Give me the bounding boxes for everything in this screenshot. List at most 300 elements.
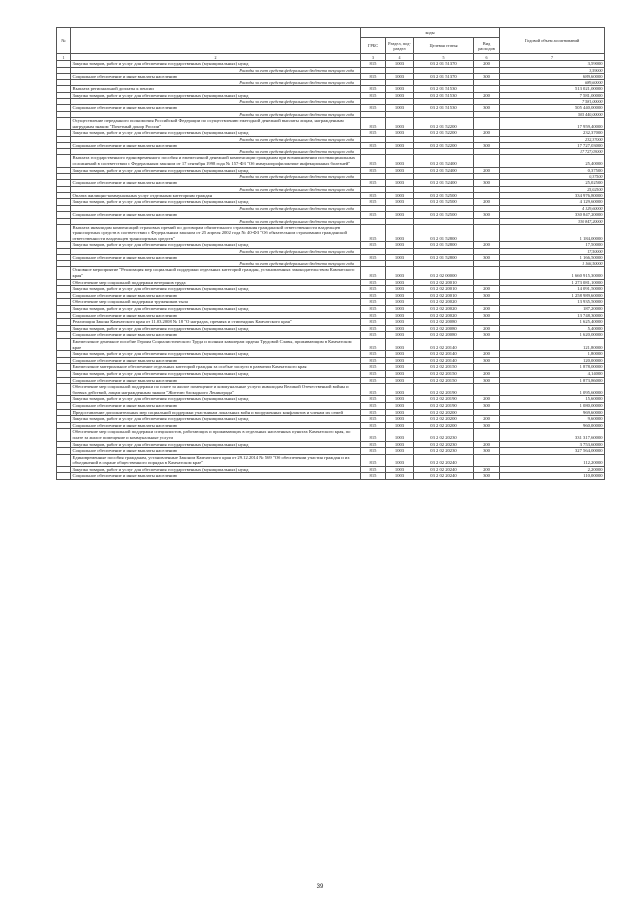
- row-funding-source: Расходы за счет средств федерального бюджета текущего года: [71, 248, 361, 254]
- row-funding-source: Расходы за счет средств федерального бюджета текущего года: [71, 186, 361, 192]
- table-row: [57, 416, 605, 423]
- row-name: Закупка товаров, работ и услуг для обеспечения государственных (муниципальных) нужд: [71, 286, 361, 293]
- row-target: 03 2 02 20150: [414, 370, 474, 377]
- row-razdel: 1003: [386, 364, 414, 371]
- row-target: 03 2 02 20190: [414, 402, 474, 409]
- row-grbs: 815: [361, 377, 386, 384]
- row-razdel: 1003: [386, 448, 414, 455]
- row-amount: 9,60000: [500, 416, 605, 423]
- row-razdel: 1003: [386, 339, 414, 351]
- table-header-row: [57, 28, 605, 38]
- row-number: [57, 267, 71, 279]
- row-target: 03 2 02 20230: [414, 441, 474, 448]
- row-razdel: 1003: [386, 105, 414, 112]
- row-amount: 969,60000: [500, 409, 605, 416]
- row-kind: 200: [474, 306, 500, 313]
- row-grbs: 815: [361, 319, 386, 326]
- row-kind: [474, 339, 500, 351]
- column-index: 2: [71, 54, 361, 61]
- row-grbs: 815: [361, 286, 386, 293]
- table-row: [57, 155, 605, 167]
- row-number: [57, 167, 71, 174]
- row-number: [57, 396, 71, 403]
- row-kind: 200: [474, 466, 500, 473]
- row-kind: 300: [474, 292, 500, 299]
- row-number: [57, 466, 71, 473]
- row-target: 03 2 02 20140: [414, 339, 474, 351]
- row-grbs: 815: [361, 279, 386, 286]
- row-razdel: 1003: [386, 292, 414, 299]
- row-target: 03 2 02 20080: [414, 332, 474, 339]
- row-razdel: 1003: [386, 473, 414, 480]
- row-number: [57, 242, 71, 249]
- row-amount: 1 166,50000: [500, 261, 605, 267]
- row-razdel: 1003: [386, 325, 414, 332]
- row-grbs: 815: [361, 454, 386, 466]
- row-grbs: 815: [361, 167, 386, 174]
- row-razdel: 1003: [386, 402, 414, 409]
- table-row: [57, 224, 605, 242]
- row-amount: 505 440,00000: [500, 105, 605, 112]
- row-number: [57, 92, 71, 99]
- row-kind: 300: [474, 73, 500, 80]
- row-number: [57, 199, 71, 206]
- row-grbs: 815: [361, 422, 386, 429]
- row-target: 03 2 01 52200: [414, 130, 474, 137]
- table-row: [57, 86, 605, 93]
- row-kind: 200: [474, 396, 500, 403]
- table-row: [57, 384, 605, 396]
- row-number: [57, 441, 71, 448]
- table-row: [57, 299, 605, 306]
- column-index: 4: [386, 54, 414, 61]
- row-name: Социальное обеспечение и иные выплаты населению: [71, 312, 361, 319]
- row-amount: 1 625,40000: [500, 319, 605, 326]
- row-funding-source: Расходы за счет средств федерального бюджета текущего года: [71, 205, 361, 211]
- row-grbs: 815: [361, 429, 386, 441]
- row-amount: 7 581,00000: [500, 99, 605, 105]
- row-grbs: 815: [361, 92, 386, 99]
- row-name: Социальное обеспечение и иные выплаты населению: [71, 332, 361, 339]
- table-row: [57, 473, 605, 480]
- row-target: 03 2 01 52400: [414, 167, 474, 174]
- row-amount: 13 748,30000: [500, 312, 605, 319]
- row-target: 03 2 02 20230: [414, 448, 474, 455]
- row-number: [57, 325, 71, 332]
- table-row: [57, 319, 605, 326]
- row-razdel: 1003: [386, 73, 414, 80]
- row-kind: [474, 192, 500, 199]
- row-target: 03 2 01 51370: [414, 73, 474, 80]
- header-grbs: ГРБС: [361, 38, 386, 54]
- table-row: [57, 167, 605, 174]
- row-target: 03 2 01 51530: [414, 86, 474, 93]
- table-row: [57, 448, 605, 455]
- row-amount: 3 753,60000: [500, 441, 605, 448]
- header-num: №: [57, 28, 71, 54]
- row-name: Социальное обеспечение и иные выплаты населению: [71, 402, 361, 409]
- row-target: 03 2 02 20230: [414, 429, 474, 441]
- row-number: [57, 351, 71, 358]
- row-amount: 4,14000: [500, 370, 605, 377]
- row-number: [57, 416, 71, 423]
- row-name: Закупка товаров, работ и услуг для обеспечения государственных (муниципальных) нужд: [71, 396, 361, 403]
- row-number: [57, 429, 71, 441]
- table-row: [57, 61, 605, 68]
- row-funding-source: Расходы за счет средств федерального бюджета текущего года: [71, 136, 361, 142]
- table-row: [57, 142, 605, 149]
- row-amount: 17 959,40000: [500, 117, 605, 129]
- row-name: Закупка товаров, работ и услуг для обеспечения государственных (муниципальных) нужд: [71, 441, 361, 448]
- row-grbs: 815: [361, 448, 386, 455]
- row-razdel: 1003: [386, 429, 414, 441]
- row-kind: 300: [474, 357, 500, 364]
- row-kind: 300: [474, 332, 500, 339]
- row-amount: 330 847,20000: [500, 218, 605, 224]
- row-name: Социальное обеспечение и иные выплаты населению: [71, 292, 361, 299]
- row-target: 03 2 02 20240: [414, 473, 474, 480]
- table-row: [57, 267, 605, 279]
- row-kind: [474, 429, 500, 441]
- row-amount: 689,60000: [500, 73, 605, 80]
- header-volume: Годовой объем ассигнований: [500, 28, 605, 54]
- row-amount: 1 873,86000: [500, 377, 605, 384]
- row-number: [57, 155, 71, 167]
- table-row: [57, 364, 605, 371]
- row-grbs: 815: [361, 339, 386, 351]
- row-razdel: 1003: [386, 454, 414, 466]
- row-target: 03 2 02 20190: [414, 396, 474, 403]
- table-row: [57, 192, 605, 199]
- row-razdel: 1003: [386, 192, 414, 199]
- row-amount: 1 620,00000: [500, 332, 605, 339]
- row-amount: 25,02500: [500, 186, 605, 192]
- row-amount: 14 091,50000: [500, 286, 605, 293]
- table-row: [57, 351, 605, 358]
- row-grbs: 815: [361, 224, 386, 242]
- row-grbs: 815: [361, 267, 386, 279]
- row-funding-source: Расходы за счет средств федерального бюджета текущего года: [71, 67, 361, 73]
- row-target: 03 2 02 20200: [414, 409, 474, 416]
- row-amount: 110,00000: [500, 473, 605, 480]
- header-razdel: Раздел, под-раздел: [386, 38, 414, 54]
- row-target: 03 2 02 20150: [414, 364, 474, 371]
- row-amount: 7 581,00000: [500, 92, 605, 99]
- row-name: Реализация Закона Камчатского края от 11.03.2008 № 18 "О наградах, премиях и стипендиях Камчатского края": [71, 319, 361, 326]
- row-name: Социальное обеспечение и иные выплаты населению: [71, 377, 361, 384]
- row-amount: 120,00000: [500, 357, 605, 364]
- row-name: Обеспечение мер социальной поддержки ветеранов труда: [71, 279, 361, 286]
- column-index: 1: [57, 54, 71, 61]
- header-kind: Вид расходов: [474, 38, 500, 54]
- row-razdel: 1003: [386, 351, 414, 358]
- row-funding-source: Расходы за счет средств федерального бюджета текущего года: [71, 99, 361, 105]
- row-amount: 3,59000: [500, 61, 605, 68]
- row-funding-source: Расходы за счет средств федерального бюджета текущего года: [71, 149, 361, 155]
- row-razdel: 1003: [386, 92, 414, 99]
- row-kind: 200: [474, 61, 500, 68]
- row-razdel: 1003: [386, 267, 414, 279]
- row-amount: 1 878,00000: [500, 364, 605, 371]
- row-amount: 3,59000: [500, 67, 605, 73]
- row-grbs: 815: [361, 409, 386, 416]
- row-number: [57, 117, 71, 129]
- row-name: Социальное обеспечение и иные выплаты населению: [71, 357, 361, 364]
- row-grbs: 815: [361, 142, 386, 149]
- row-razdel: 1003: [386, 167, 414, 174]
- row-target: 03 2 01 52200: [414, 117, 474, 129]
- row-name: Закупка товаров, работ и услуг для обеспечения государственных (муниципальных) нужд: [71, 130, 361, 137]
- row-kind: [474, 409, 500, 416]
- table-row: [57, 466, 605, 473]
- row-grbs: 815: [361, 466, 386, 473]
- row-name: Социальное обеспечение и иные выплаты населению: [71, 73, 361, 80]
- row-grbs: 815: [361, 192, 386, 199]
- row-grbs: 815: [361, 299, 386, 306]
- row-grbs: 815: [361, 211, 386, 218]
- row-number: [57, 319, 71, 326]
- row-target: 03 2 02 20080: [414, 319, 474, 326]
- row-amount: 232,37000: [500, 130, 605, 137]
- row-razdel: 1003: [386, 422, 414, 429]
- row-razdel: 1003: [386, 180, 414, 187]
- table-row: [57, 441, 605, 448]
- row-amount: 17 727,03000: [500, 149, 605, 155]
- row-target: 03 2 01 52800: [414, 254, 474, 261]
- table-body: [57, 61, 605, 480]
- row-grbs: 815: [361, 384, 386, 396]
- row-grbs: 815: [361, 325, 386, 332]
- row-name: Социальное обеспечение и иные выплаты населению: [71, 180, 361, 187]
- row-name: Основное мероприятие "Реализация мер социальной поддержки отдельных категорий граждан, установленных законодательством Камчатского края": [71, 267, 361, 279]
- table-row: [57, 254, 605, 261]
- row-kind: 200: [474, 325, 500, 332]
- row-number: [57, 254, 71, 261]
- row-number: [57, 306, 71, 313]
- row-amount: 327 564,00000: [500, 448, 605, 455]
- row-number: [57, 180, 71, 187]
- row-grbs: 815: [361, 117, 386, 129]
- row-razdel: 1003: [386, 409, 414, 416]
- row-amount: 330 847,20000: [500, 211, 605, 218]
- row-target: 03 2 01 52500: [414, 211, 474, 218]
- row-razdel: 1003: [386, 370, 414, 377]
- row-kind: 200: [474, 130, 500, 137]
- row-grbs: 815: [361, 86, 386, 93]
- row-kind: 300: [474, 422, 500, 429]
- row-amount: 0,37500: [500, 174, 605, 180]
- row-name: Обеспечение мер социальной поддержки тружеников тыла: [71, 299, 361, 306]
- row-grbs: 815: [361, 155, 386, 167]
- row-razdel: 1003: [386, 286, 414, 293]
- row-grbs: 815: [361, 370, 386, 377]
- row-amount: 1 258 989,60000: [500, 292, 605, 299]
- row-kind: 300: [474, 211, 500, 218]
- row-number: [57, 357, 71, 364]
- row-kind: [474, 299, 500, 306]
- row-kind: 200: [474, 286, 500, 293]
- row-grbs: 815: [361, 441, 386, 448]
- header-target: Целевая статья: [414, 38, 474, 54]
- row-name: Закупка товаров, работ и услуг для обеспечения государственных (муниципальных) нужд: [71, 199, 361, 206]
- table-row: [57, 211, 605, 218]
- row-amount: 1 166,50000: [500, 254, 605, 261]
- table-row: [57, 370, 605, 377]
- row-number: [57, 105, 71, 112]
- row-kind: 200: [474, 199, 500, 206]
- row-grbs: 815: [361, 351, 386, 358]
- row-amount: 232,37000: [500, 136, 605, 142]
- row-amount: 17,50000: [500, 248, 605, 254]
- row-target: 03 2 01 52500: [414, 199, 474, 206]
- table-row: [57, 92, 605, 99]
- row-target: 03 2 01 51530: [414, 105, 474, 112]
- row-amount: 13 935,50000: [500, 299, 605, 306]
- row-amount: 25,40000: [500, 155, 605, 167]
- row-razdel: 1003: [386, 117, 414, 129]
- row-razdel: 1003: [386, 357, 414, 364]
- row-kind: 200: [474, 370, 500, 377]
- row-funding-source: Расходы за счет средств федерального бюджета текущего года: [71, 261, 361, 267]
- row-name: Закупка товаров, работ и услуг для обеспечения государственных (муниципальных) нужд: [71, 351, 361, 358]
- row-kind: [474, 384, 500, 396]
- row-name: Выплата государственного единовременного пособия и ежемесячной денежной компенсации гражданам при возникновении поствакцинальных осложнений в соответствии с Федеральным законом от 17 сентября 1998 года № 157-ФЗ "Об иммунопрофилактике инфекционных болезней": [71, 155, 361, 167]
- row-amount: 0,37500: [500, 167, 605, 174]
- row-kind: 200: [474, 92, 500, 99]
- row-funding-source: Расходы за счет средств федерального бюджета текущего года: [71, 218, 361, 224]
- row-name: Социальное обеспечение и иные выплаты населению: [71, 473, 361, 480]
- row-name: Социальное обеспечение и иные выплаты населению: [71, 254, 361, 261]
- row-target: 03 2 02 20190: [414, 384, 474, 396]
- table-row: [57, 402, 605, 409]
- row-kind: 300: [474, 180, 500, 187]
- table-row: [57, 357, 605, 364]
- row-razdel: 1003: [386, 224, 414, 242]
- row-target: 03 2 02 20150: [414, 377, 474, 384]
- row-target: 03 2 02 20010: [414, 286, 474, 293]
- row-name: Выплата инвалидам компенсаций страховых премий по договорам обязательного страхования гражданской ответственности владельцев транспортных средств в соответствии с Федеральным законом от 25 апреля 2002 года № 40-ФЗ "Об обязательном страховании гражданской ответственности владельцев транспортных средств": [71, 224, 361, 242]
- row-razdel: 1003: [386, 299, 414, 306]
- row-number: [57, 370, 71, 377]
- table-row: [57, 286, 605, 293]
- row-amount: 2,20000: [500, 466, 605, 473]
- row-amount: 25,02500: [500, 180, 605, 187]
- row-kind: 300: [474, 142, 500, 149]
- row-name: Закупка товаров, работ и услуг для обеспечения государственных (муниципальных) нужд: [71, 61, 361, 68]
- row-funding-source: Расходы за счет средств федерального бюджета текущего года: [71, 111, 361, 117]
- row-number: [57, 364, 71, 371]
- row-razdel: 1003: [386, 377, 414, 384]
- row-amount: 1,80000: [500, 351, 605, 358]
- row-number: [57, 292, 71, 299]
- row-number: [57, 286, 71, 293]
- row-target: 03 2 02 00000: [414, 267, 474, 279]
- row-razdel: 1003: [386, 142, 414, 149]
- row-target: 03 2 01 52500: [414, 192, 474, 199]
- table-row: [57, 422, 605, 429]
- row-name: Единовременные пособия гражданам, установленные Законом Камчатского края от 29.12.2014 № 569 "Об обеспечении участия граждан и их объединений в охране общественного порядка в Камчатском крае": [71, 454, 361, 466]
- table-row: [57, 454, 605, 466]
- row-kind: [474, 117, 500, 129]
- row-number: [57, 377, 71, 384]
- row-razdel: 1003: [386, 254, 414, 261]
- row-razdel: 1003: [386, 441, 414, 448]
- row-grbs: 815: [361, 402, 386, 409]
- row-kind: 200: [474, 167, 500, 174]
- table-row: [57, 279, 605, 286]
- row-number: [57, 402, 71, 409]
- row-name: Осуществление переданного полномочия Российской Федерации по осуществлению ежегодной денежной выплаты лицам, награжденным нагрудным знаком "Почетный донор России": [71, 117, 361, 129]
- row-grbs: 815: [361, 364, 386, 371]
- row-kind: 300: [474, 105, 500, 112]
- row-grbs: 815: [361, 61, 386, 68]
- row-target: 03 2 01 52800: [414, 242, 474, 249]
- row-number: [57, 312, 71, 319]
- row-name: Социальное обеспечение и иные выплаты населению: [71, 105, 361, 112]
- row-name: Закупка товаров, работ и услуг для обеспечения государственных (муниципальных) нужд: [71, 92, 361, 99]
- table-row: [57, 332, 605, 339]
- row-grbs: 815: [361, 332, 386, 339]
- row-amount: 331 317,60000: [500, 429, 605, 441]
- table-row: [57, 105, 605, 112]
- page-number: 39: [316, 884, 324, 890]
- row-number: [57, 73, 71, 80]
- row-grbs: 815: [361, 292, 386, 299]
- row-name: Закупка товаров, работ и услуг для обеспечения государственных (муниципальных) нужд: [71, 306, 361, 313]
- row-number: [57, 332, 71, 339]
- row-grbs: 815: [361, 130, 386, 137]
- row-name: Ежемесячное материальное обеспечение отдельных категорий граждан за особые заслуги в развитии Камчатского края: [71, 364, 361, 371]
- row-amount: 17 727,03000: [500, 142, 605, 149]
- table-row: [57, 117, 605, 129]
- row-kind: 300: [474, 254, 500, 261]
- row-amount: 1 660 915,30000: [500, 267, 605, 279]
- row-target: 03 2 01 52200: [414, 142, 474, 149]
- row-kind: [474, 224, 500, 242]
- row-number: [57, 454, 71, 466]
- column-index-row: [57, 54, 605, 61]
- table-row: [57, 377, 605, 384]
- row-number: [57, 473, 71, 480]
- row-number: [57, 299, 71, 306]
- row-amount: 187,20000: [500, 306, 605, 313]
- table-row: [57, 312, 605, 319]
- row-amount: 1 184,00000: [500, 224, 605, 242]
- row-target: 03 2 02 20140: [414, 357, 474, 364]
- row-kind: [474, 364, 500, 371]
- row-number: [57, 130, 71, 137]
- row-amount: 4 129,60000: [500, 199, 605, 206]
- row-razdel: 1003: [386, 279, 414, 286]
- budget-table: [56, 27, 605, 480]
- row-name: Закупка товаров, работ и услуг для обеспечения государственных (муниципальных) нужд: [71, 325, 361, 332]
- row-name: Социальное обеспечение и иные выплаты населению: [71, 422, 361, 429]
- column-index: 5: [414, 54, 474, 61]
- row-number: [57, 339, 71, 351]
- row-target: 03 2 02 20020: [414, 312, 474, 319]
- row-number: [57, 192, 71, 199]
- table-row: [57, 429, 605, 441]
- row-kind: [474, 454, 500, 466]
- row-name: Закупка товаров, работ и услуг для обеспечения государственных (муниципальных) нужд: [71, 242, 361, 249]
- row-name: Ежемесячное денежное пособие Героям Социалистического Труда и полным кавалерам ордена Трудовой Славы, проживающим в Камчатском крае: [71, 339, 361, 351]
- row-kind: [474, 279, 500, 286]
- row-amount: 15,60000: [500, 396, 605, 403]
- header-name: [71, 28, 361, 54]
- row-razdel: 1003: [386, 130, 414, 137]
- row-kind: [474, 267, 500, 279]
- row-number: [57, 211, 71, 218]
